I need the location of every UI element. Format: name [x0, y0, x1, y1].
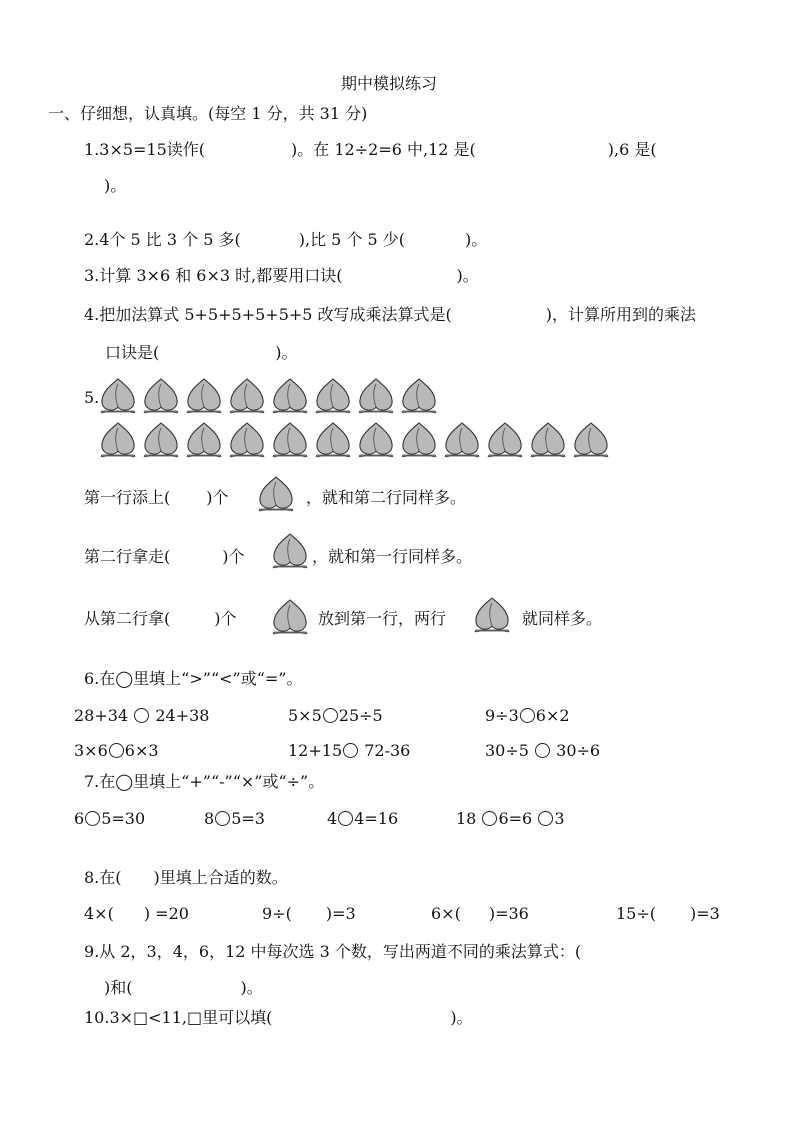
q6-item-2: 5×5 25÷5	[288, 706, 383, 725]
q8-item-4: 15÷( )=3	[616, 904, 720, 923]
q4-part-b: )，计算所用到的乘法	[545, 305, 697, 324]
answer-circle[interactable]	[520, 708, 535, 723]
peach-icon	[485, 420, 525, 460]
answer-circle[interactable]	[323, 708, 338, 723]
peach-icon	[227, 376, 267, 416]
q9-part-b: )和(	[104, 978, 133, 997]
q1-part-a: 1.3×5=15读作(	[84, 140, 206, 159]
q8-item-3: 6×( )=36	[431, 904, 529, 923]
q10-part-b: )。	[450, 1008, 473, 1027]
peach-icon	[256, 474, 296, 514]
question-1-cont: )。	[104, 176, 127, 195]
peach-icon	[313, 420, 353, 460]
q9-part-c: )。	[240, 978, 263, 997]
q8-item-1: 4×( ) =20	[84, 904, 189, 923]
q7-item-3: 4 4=16	[327, 809, 399, 828]
q6-item-1: 28+34 24+38	[74, 706, 210, 725]
question-2	[84, 230, 487, 250]
question-1	[84, 140, 657, 160]
peach-icon	[270, 420, 310, 460]
answer-circle[interactable]	[538, 811, 553, 826]
q4-part-d: )。	[275, 343, 298, 362]
q5-line-1	[84, 488, 229, 508]
answer-circle[interactable]	[134, 708, 149, 723]
peach-icon	[270, 376, 310, 416]
q1-part-b: )。在 12÷2=6 中,12 是(	[291, 140, 476, 159]
q5-line-3	[84, 609, 237, 629]
q5-line1-c: ，就和第二行同样多。	[306, 488, 467, 507]
q5-line1-b: )个	[206, 488, 229, 507]
peach-icon	[98, 376, 138, 416]
q6-item-4: 3×6 6×3	[74, 741, 159, 760]
q3-part-a: 3.计算 3×6 和 6×3 时,都要用口诀(	[84, 266, 343, 285]
question-4-cont	[105, 343, 298, 363]
q5-line3-c: 放到第一行，两行	[318, 609, 447, 628]
question-3	[84, 266, 479, 286]
q4-part-a: 4.把加法算式 5+5+5+5+5+5 改写成乘法算式是(	[84, 305, 452, 324]
answer-circle[interactable]	[215, 811, 230, 826]
q5-line2-b: )个	[222, 547, 245, 566]
q7-item-2: 8 5=3	[204, 809, 265, 828]
question-5-number: 5.	[84, 388, 100, 407]
q8-item-2: 9÷( )=3	[262, 904, 356, 923]
q4-part-c: 口诀是(	[105, 343, 160, 362]
peach-icon	[571, 420, 611, 460]
peach-icon	[141, 420, 181, 460]
q3-part-b: )。	[456, 266, 479, 285]
answer-circle[interactable]	[85, 811, 100, 826]
q5-line3-b: )个	[214, 609, 237, 628]
q10-part-a: 10.3×□<11,□里可以填(	[84, 1008, 273, 1027]
peach-icon	[399, 376, 439, 416]
answer-circle[interactable]	[535, 743, 550, 758]
q5-line3-a: 从第二行拿(	[84, 609, 171, 628]
q6-item-6: 30÷5 30÷6	[485, 741, 601, 760]
q5-line-2	[84, 547, 245, 567]
q2-part-a: 2.4个 5 比 3 个 5 多(	[84, 230, 241, 249]
peach-icon	[184, 420, 224, 460]
answer-circle[interactable]	[343, 743, 358, 758]
question-9: 9.从 2，3，4，6，12 中每次选 3 个数，写出两道不同的乘法算式：(	[84, 942, 582, 961]
q5-line1-a: 第一行添上(	[84, 488, 171, 507]
question-4	[84, 305, 696, 325]
q7-item-1: 6 5=30	[74, 809, 146, 828]
q5-line2-c: ，就和第一行同样多。	[312, 547, 473, 566]
peach-icon	[184, 376, 224, 416]
peach-icon	[313, 376, 353, 416]
q6-item-5: 12+15 72-36	[288, 741, 411, 760]
question-10	[84, 1008, 473, 1028]
q6-item-3: 9÷3 6×2	[485, 706, 570, 725]
q7-item-4: 18 6=6 3	[456, 809, 565, 828]
peach-icon	[270, 597, 310, 637]
peach-icon	[98, 420, 138, 460]
peach-icon	[442, 420, 482, 460]
peach-icon	[227, 420, 267, 460]
peach-icon	[270, 531, 310, 571]
peach-icon	[141, 376, 181, 416]
peach-icon	[472, 595, 512, 635]
answer-circle[interactable]	[109, 743, 124, 758]
page-title: 期中模拟练习	[341, 74, 438, 93]
q5-line3-d: 就同样多。	[522, 609, 603, 628]
question-9-cont	[104, 978, 263, 998]
section-heading: 一、仔细想，认真填。(每空 1 分，共 31 分)	[48, 104, 368, 123]
q5-line2-a: 第二行拿走(	[84, 547, 171, 566]
peach-icon	[356, 376, 396, 416]
peach-icon	[528, 420, 568, 460]
question-7: 7.在◯里填上“+”“-”“×”或“÷”。	[84, 772, 325, 791]
peach-icon	[399, 420, 439, 460]
q2-part-c: )。	[465, 230, 488, 249]
question-8: 8.在( )里填上合适的数。	[84, 868, 288, 887]
q1-part-c: ),6 是(	[607, 140, 657, 159]
q2-part-b: ),比 5 个 5 少(	[298, 230, 406, 249]
answer-circle[interactable]	[482, 811, 497, 826]
answer-circle[interactable]	[338, 811, 353, 826]
peach-icon	[356, 420, 396, 460]
question-6: 6.在◯里填上“>”“<”或“=”。	[84, 669, 303, 688]
